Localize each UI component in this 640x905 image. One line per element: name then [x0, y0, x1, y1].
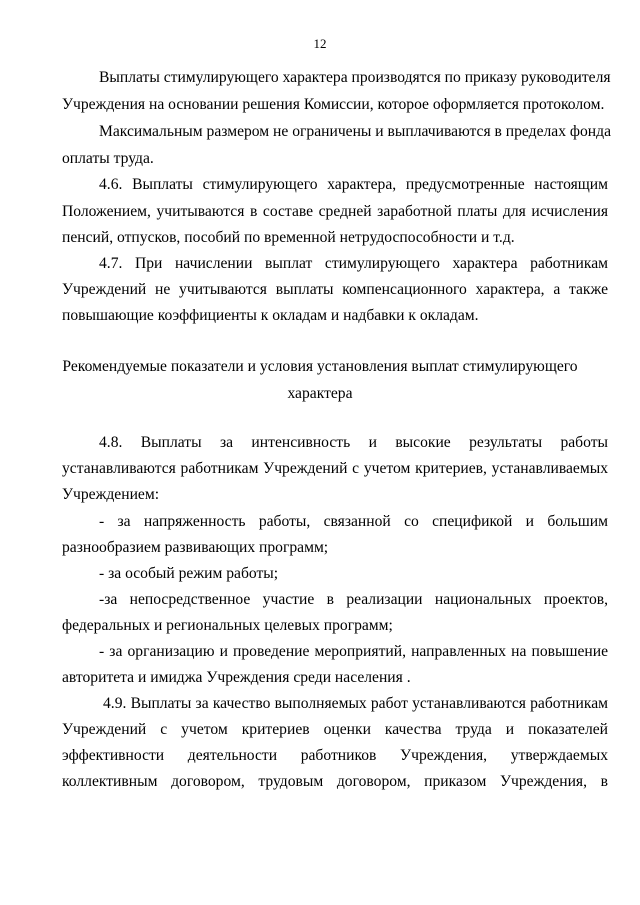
- text-line: эффективности деятельности работников Учреждения, утверждаемых: [62, 747, 608, 764]
- text-line: Максимальным размером не ограничены и выплачиваются в пределах фонда: [99, 123, 611, 140]
- text-line: Учреждения на основании решения Комиссии, которое оформляется протоколом.: [62, 96, 605, 113]
- list-item: -за непосредственное участие в реализации национальных проектов,: [99, 591, 608, 608]
- text-line: повышающие коэффициенты к окладам и надбавки к окладам.: [62, 307, 479, 324]
- text-line: 4.7. При начислении выплат стимулирующего характера работникам: [99, 255, 608, 272]
- text-line: Учреждений не учитываются выплаты компенсационного характера, а также: [62, 281, 608, 298]
- text-line: разнообразием развивающих программ;: [62, 539, 329, 556]
- text-line: Положением, учитываются в составе средней заработной платы для исчисления: [62, 203, 608, 220]
- text-line: коллективным договором, трудовым договором, приказом Учреждения, в: [62, 773, 608, 790]
- text-line: авторитета и имиджа Учреждения среди населения .: [62, 669, 411, 686]
- section-heading: Рекомендуемые показатели и условия установления выплат стимулирующего: [62, 358, 578, 375]
- text-line: оплаты труда.: [62, 150, 154, 167]
- text-line: Учреждением:: [62, 486, 160, 503]
- list-item: - за напряженность работы, связанной со спецификой и большим: [99, 513, 608, 530]
- text-line: 4.9. Выплаты за качество выполняемых работ устанавливаются работникам: [103, 695, 608, 712]
- text-line: пенсий, отпусков, пособий по временной нетрудоспособности и т.д.: [62, 229, 515, 246]
- list-item: - за особый режим работы;: [99, 565, 279, 582]
- text-line: Выплаты стимулирующего характера производятся по приказу руководителя: [99, 69, 611, 86]
- page-number: 12: [313, 36, 327, 51]
- text-line: 4.6. Выплаты стимулирующего характера, предусмотренные настоящим: [99, 176, 608, 193]
- text-line: 4.8. Выплаты за интенсивность и высокие результаты работы: [99, 434, 608, 451]
- text-line: устанавливаются работникам Учреждений с учетом критериев, устанавливаемых: [62, 460, 608, 477]
- text-line: федеральных и региональных целевых программ;: [62, 617, 393, 634]
- section-heading: характера: [287, 385, 353, 402]
- list-item: - за организацию и проведение мероприятий, направленных на повышение: [99, 643, 608, 660]
- text-line: Учреждений с учетом критериев оценки качества труда и показателей: [62, 721, 608, 738]
